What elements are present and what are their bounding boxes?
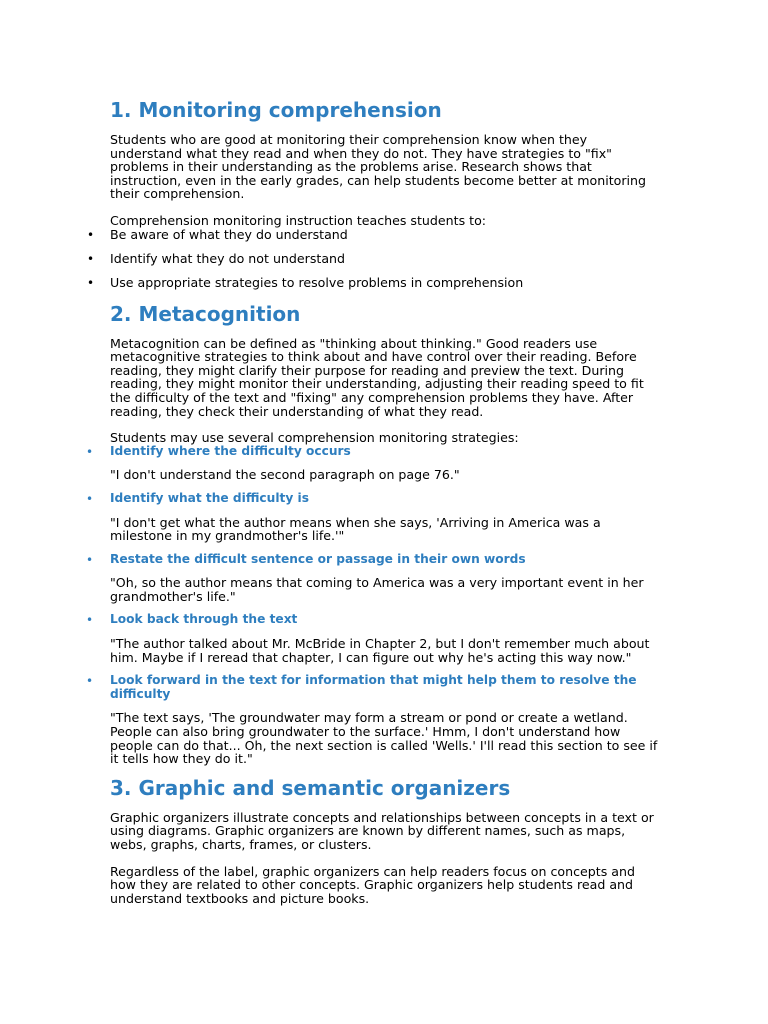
bullet-icon: • xyxy=(87,251,95,266)
metacognition-intro-paragraph: Metacognition can be defined as "thinking about thinking." Good readers use metacognitive strategies to think about and have control over their reading. Before reading, they might clarify their purpose for reading and preview the text. During reading, they might monitor their understanding, adjusting their reading speed to fit the difficulty of the text and "fixing" any comprehension problems they have. After reading, they check their understanding of what they read. xyxy=(110,335,644,419)
strategy-title: Look forward in the text for information that might help them to resolve the difficulty xyxy=(110,673,637,701)
organizers-paragraph-1: Graphic organizers illustrate concepts and relationships between concepts in a text or using diagrams. Graphic organizers are known by different names, such as maps, webs, graphs, charts, frames, or clusters. xyxy=(110,809,654,852)
list-item-text: Be aware of what they do understand xyxy=(110,226,348,242)
strategy-item xyxy=(86,443,658,483)
strategy-example: "The text says, 'The groundwater may form a stream or pond or create a wetland. People can also bring groundwater to the surface.' Hmm, I don't understand how people can do that... Oh, the next section is called 'Wells.' I'll read this section to see if it tells how they do it." xyxy=(110,710,658,767)
section-heading-metacognition: 2. Metacognition xyxy=(110,301,301,326)
bullet-icon: • xyxy=(87,227,95,242)
strategy-title: Restate the difficult sentence or passage in their own words xyxy=(110,551,526,566)
metacognition-list-intro: Students may use several comprehension monitoring strategies: xyxy=(110,430,519,446)
strategy-item xyxy=(86,551,658,604)
strategy-example: "The author talked about Mr. McBride in Chapter 2, but I don't remember much about him. Maybe if I reread that chapter, I can figure out why he's acting this way now." xyxy=(110,636,650,665)
strategy-title: Identify what the difficulty is xyxy=(110,490,309,505)
strategy-item xyxy=(86,612,658,665)
strategy-example: "Oh, so the author means that coming to America was a very important event in her grandmother's life." xyxy=(110,575,644,604)
list-item-text: Identify what they do not understand xyxy=(110,250,346,266)
bullet-icon: • xyxy=(86,613,94,628)
strategy-item xyxy=(86,490,658,544)
section-heading-organizers: 3. Graphic and semantic organizers xyxy=(110,775,511,800)
document-content xyxy=(86,96,658,906)
strategy-title: Look back through the text xyxy=(110,612,298,627)
bullet-icon: • xyxy=(87,275,95,290)
strategy-example: "I don't get what the author means when she says, 'Arriving in America was a milestone in my grandmother's life.'" xyxy=(110,514,601,544)
monitoring-list xyxy=(87,226,658,290)
strategy-item xyxy=(86,673,658,767)
list-item xyxy=(87,274,658,290)
organizers-paragraph-2: Regardless of the label, graphic organizers can help readers focus on concepts and how they are related to other concepts. Graphic organizers help students read and understand textbooks and picture books. xyxy=(110,863,635,906)
bullet-icon: • xyxy=(86,552,94,567)
monitoring-list-intro: Comprehension monitoring instruction teaches students to: xyxy=(110,212,487,228)
bullet-icon: • xyxy=(86,491,94,506)
list-item-text: Use appropriate strategies to resolve problems in comprehension xyxy=(110,274,524,290)
list-item xyxy=(87,250,658,266)
list-item xyxy=(87,226,658,242)
strategy-example: "I don't understand the second paragraph on page 76." xyxy=(110,467,460,483)
bullet-icon: • xyxy=(86,674,94,689)
strategy-list xyxy=(86,443,658,767)
strategy-title: Identify where the difficulty occurs xyxy=(110,443,351,458)
monitoring-intro-paragraph: Students who are good at monitoring their comprehension know when they understand what they read and when they do not. They have strategies to "fix" problems in their understanding as the problems arise. Research shows that instruction, even in the early grades, can help students become better at monitoring their comprehension. xyxy=(110,132,646,202)
section-heading-monitoring: 1. Monitoring comprehension xyxy=(110,98,442,122)
bullet-icon: • xyxy=(86,444,94,459)
